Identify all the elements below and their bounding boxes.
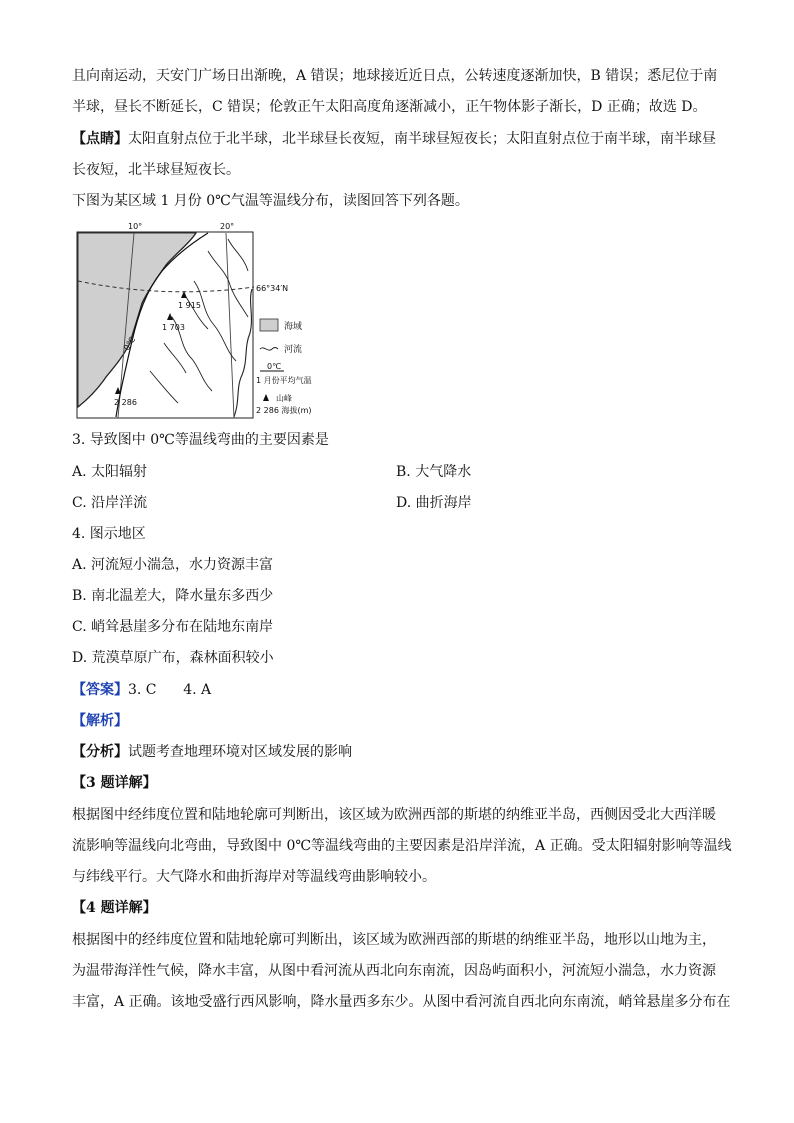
question-4: 4. 图示地区 <box>72 526 146 542</box>
q3-detail-line: 根据图中经纬度位置和陆地轮廓可判断出，该区域为欧洲西部的斯堪的纳维亚半岛，西侧因受北大西洋暖 <box>72 807 716 823</box>
legend-peak-value: 2 286 海拔(m) <box>256 406 312 415</box>
river <box>150 371 178 403</box>
intro-line: 下图为某区域 1 月份 0℃气温等温线分布，读图回答下列各题。 <box>72 193 469 209</box>
answer-value: 3. C 4. A <box>128 682 212 698</box>
q4-detail-line: 丰富，A 正确。该地受盛行西风影响，降水量西多东少。从图中看河流自西北向东南流，峭耸悬崖多分布在 <box>72 994 731 1010</box>
legend-river-label: 河流 <box>284 345 303 355</box>
fenxi-line <box>72 742 352 762</box>
river <box>164 343 186 373</box>
isotherm-map <box>76 221 346 423</box>
tip-line: 长夜短，北半球昼短夜长。 <box>72 162 240 178</box>
peak-label-1915: 1 915 <box>178 301 201 310</box>
tip-line <box>72 129 716 149</box>
q3-detail-line: 流影响等温线向北弯曲，导致图中 0℃等温线弯曲的主要因素是沿岸洋流，A 正确。受太阳辐射影响等温线 <box>72 838 732 854</box>
q3-option-c: C. 沿岸洋流 <box>72 495 148 511</box>
paragraph-line: 且向南运动，天安门广场日出渐晚，A 错误；地球接近近日点，公转速度逐渐加快，B 错误；悉尼位于南 <box>72 68 718 84</box>
lon-10-label: 10° <box>128 222 143 231</box>
legend-sea-label: 海域 <box>284 322 303 332</box>
q4-detail-tag: 【4 题详解】 <box>72 900 157 916</box>
lat-label: 66°34′N <box>256 284 289 293</box>
tip-tag: 【点睛】 <box>72 131 128 147</box>
legend-sea-swatch <box>260 319 278 331</box>
legend-isotherm-value: 0℃ <box>267 362 282 371</box>
peak-label-2286: 2 286 <box>114 398 137 407</box>
jiexi-tag: 【解析】 <box>72 713 128 729</box>
legend-peak-label: 山峰 <box>276 394 292 403</box>
east-coast <box>234 289 252 417</box>
paragraph-line: 半球，昼长不断延长，C 错误；伦敦正午太阳高度角逐渐减小，正午物体影子渐长，D 正确；故选 D。 <box>72 99 707 115</box>
tip-text: 太阳直射点位于北半球，北半球昼长夜短，南半球昼短夜长；太阳直射点位于南半球，南半球昼 <box>128 131 716 147</box>
legend-peak-swatch <box>263 394 269 401</box>
q4-detail-line: 为温带海洋性气候，降水丰富，从图中看河流从西北向东南流，因岛屿面积小，河流短小湍急，水力资源 <box>72 963 716 979</box>
answer-tag: 【答案】 <box>72 682 128 698</box>
q3-detail-tag: 【3 题详解】 <box>72 775 157 791</box>
answer-line <box>72 680 211 700</box>
legend-isotherm-desc: 1 月份平均气温 <box>256 376 312 385</box>
q4-option-d: D. 荒漠草原广布，森林面积较小 <box>72 650 274 666</box>
river <box>228 239 248 271</box>
lon-20-label: 20° <box>220 222 235 231</box>
isotherm-label: 0℃ <box>122 335 138 353</box>
q3-option-a: A. 太阳辐射 <box>72 464 148 480</box>
meridian-20 <box>226 233 234 418</box>
q4-option-c: C. 峭耸悬崖多分布在陆地东南岸 <box>72 619 274 635</box>
q4-option-a: A. 河流短小湍急，水力资源丰富 <box>72 557 274 573</box>
question-3: 3. 导致图中 0℃等温线弯曲的主要因素是 <box>72 432 329 448</box>
q4-option-b: B. 南北温差大，降水量东多西少 <box>72 588 274 604</box>
q3-option-b: B. 大气降水 <box>396 464 472 480</box>
q4-detail-line: 根据图中的经纬度位置和陆地轮廓可判断出，该区域为欧洲西部的斯堪的纳维亚半岛，地形以山地为主， <box>72 932 716 948</box>
peak-marker <box>167 313 173 320</box>
fenxi-text: 试题考查地理环境对区域发展的影响 <box>128 744 352 760</box>
legend-river-swatch <box>260 348 278 351</box>
q3-detail-line: 与纬线平行。大气降水和曲折海岸对等温线弯曲影响较小。 <box>72 869 436 885</box>
fenxi-tag: 【分析】 <box>72 744 128 760</box>
q3-option-d: D. 曲折海岸 <box>396 495 472 511</box>
analysis-heading <box>72 711 128 731</box>
peak-label-1703: 1 703 <box>162 323 185 332</box>
